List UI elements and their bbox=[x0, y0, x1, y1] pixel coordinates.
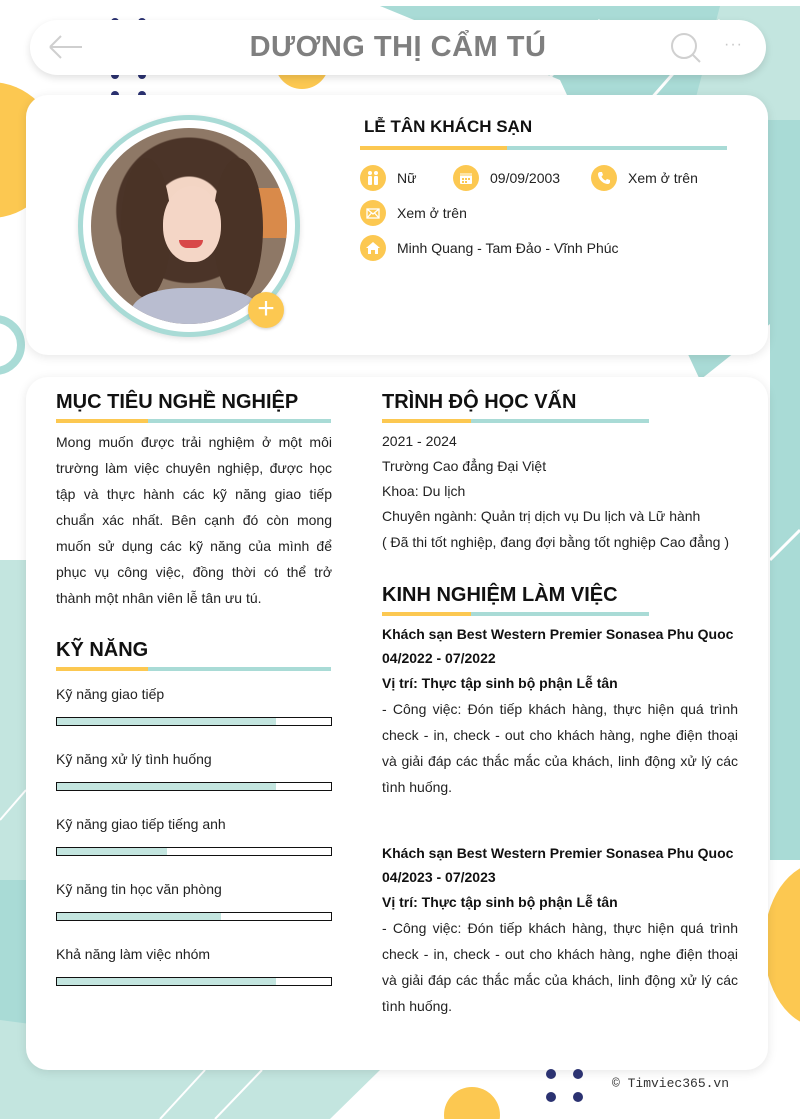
experience-period: 04/2023 - 07/2023 bbox=[382, 869, 496, 885]
gender-icon bbox=[360, 165, 386, 191]
home-icon bbox=[360, 235, 386, 261]
skill-label: Kỹ năng tin học văn phòng bbox=[56, 881, 222, 897]
birthday-value: 09/09/2003 bbox=[490, 170, 561, 186]
skill-bar bbox=[56, 717, 332, 726]
experience-position: Vị trí: Thực tập sinh bộ phận Lễ tân bbox=[382, 675, 618, 691]
skill-bar bbox=[56, 977, 332, 986]
calendar-icon bbox=[453, 165, 479, 191]
address-field bbox=[360, 235, 619, 261]
address-value: Minh Quang - Tam Đảo - Vĩnh Phúc bbox=[397, 240, 619, 256]
phone-value: Xem ở trên bbox=[628, 170, 698, 186]
candidate-name: DƯƠNG THỊ CẨM TÚ bbox=[249, 31, 547, 63]
skill-bar bbox=[56, 782, 332, 791]
education-major: Chuyên ngành: Quản trị dịch vụ Du lịch và Lữ hành bbox=[382, 508, 701, 524]
birthday-field bbox=[453, 165, 560, 191]
skill-label: Kỹ năng giao tiếp tiếng anh bbox=[56, 816, 226, 832]
avatar-frame bbox=[78, 115, 300, 337]
more-dots-icon[interactable]: ··· bbox=[724, 36, 743, 53]
phone-field bbox=[591, 165, 698, 191]
experience-underline bbox=[382, 612, 649, 616]
skills-underline bbox=[56, 667, 331, 671]
skill-bar bbox=[56, 847, 332, 856]
objective-text: Mong muốn được trải nghiệm ở một môi trường làm việc chuyên nghiệp, được học tập và thực hành các kỹ năng giao tiếp chuẩn xác nhất. Bên cạnh đó còn mong muốn sử dụng các kỹ năng của mình để phục vụ công việc, đồng thời có thể trở thành một nhân viên lễ tân ưu tú. bbox=[56, 434, 332, 606]
add-photo-button[interactable]: + bbox=[248, 292, 284, 328]
experience-period: 04/2022 - 07/2022 bbox=[382, 650, 496, 666]
resume-body-card bbox=[26, 377, 768, 1070]
profile-card bbox=[26, 95, 768, 355]
objective-underline bbox=[56, 419, 331, 423]
skill-label: Khả năng làm việc nhóm bbox=[56, 946, 211, 962]
envelope-icon bbox=[360, 200, 386, 226]
experience-company: Khách sạn Best Western Premier Sonasea Phu Quoc bbox=[382, 845, 734, 861]
search-icon[interactable] bbox=[670, 32, 702, 64]
skill-bar bbox=[56, 912, 332, 921]
objective-heading: MỤC TIÊU NGHỀ NGHIỆP bbox=[56, 391, 299, 413]
copyright-text: © Timviec365.vn bbox=[612, 1076, 730, 1091]
experience-description: - Công việc: Đón tiếp khách hàng, thực hiện quá trình check - in, check - out cho khách hàng, nghe điện thoại và giải đáp các thắc mắc của khách, linh động xử lý các tình huống. bbox=[382, 701, 738, 795]
email-field bbox=[360, 200, 467, 226]
education-years: 2021 - 2024 bbox=[382, 433, 457, 449]
experience-company: Khách sạn Best Western Premier Sonasea Phu Quoc bbox=[382, 626, 734, 642]
gender-field bbox=[360, 165, 416, 191]
skill-label: Kỹ năng xử lý tình huống bbox=[56, 751, 212, 767]
education-faculty: Khoa: Du lịch bbox=[382, 483, 466, 499]
job-title: LỄ TÂN KHÁCH SẠN bbox=[364, 117, 533, 136]
title-underline bbox=[360, 146, 727, 150]
email-value: Xem ở trên bbox=[397, 205, 467, 221]
skills-heading: KỸ NĂNG bbox=[56, 639, 149, 661]
gender-value: Nữ bbox=[397, 170, 417, 186]
header-bar bbox=[30, 20, 766, 75]
education-note: ( Đã thi tốt nghiệp, đang đợi bằng tốt nghiệp Cao đẳng ) bbox=[382, 534, 729, 550]
education-underline bbox=[382, 419, 649, 423]
phone-icon bbox=[591, 165, 617, 191]
education-school: Trường Cao đẳng Đại Việt bbox=[382, 458, 547, 474]
arrow-left-icon[interactable] bbox=[48, 34, 84, 60]
education-heading: TRÌNH ĐỘ HỌC VẤN bbox=[382, 391, 577, 413]
experience-position: Vị trí: Thực tập sinh bộ phận Lễ tân bbox=[382, 894, 618, 910]
experience-description: - Công việc: Đón tiếp khách hàng, thực hiện quá trình check - in, check - out cho khách hàng, nghe điện thoại và giải đáp các thắc mắc của khách, linh động xử lý các tình huống. bbox=[382, 920, 738, 1014]
experience-heading: KINH NGHIỆM LÀM VIỆC bbox=[382, 584, 618, 606]
skill-label: Kỹ năng giao tiếp bbox=[56, 686, 165, 702]
